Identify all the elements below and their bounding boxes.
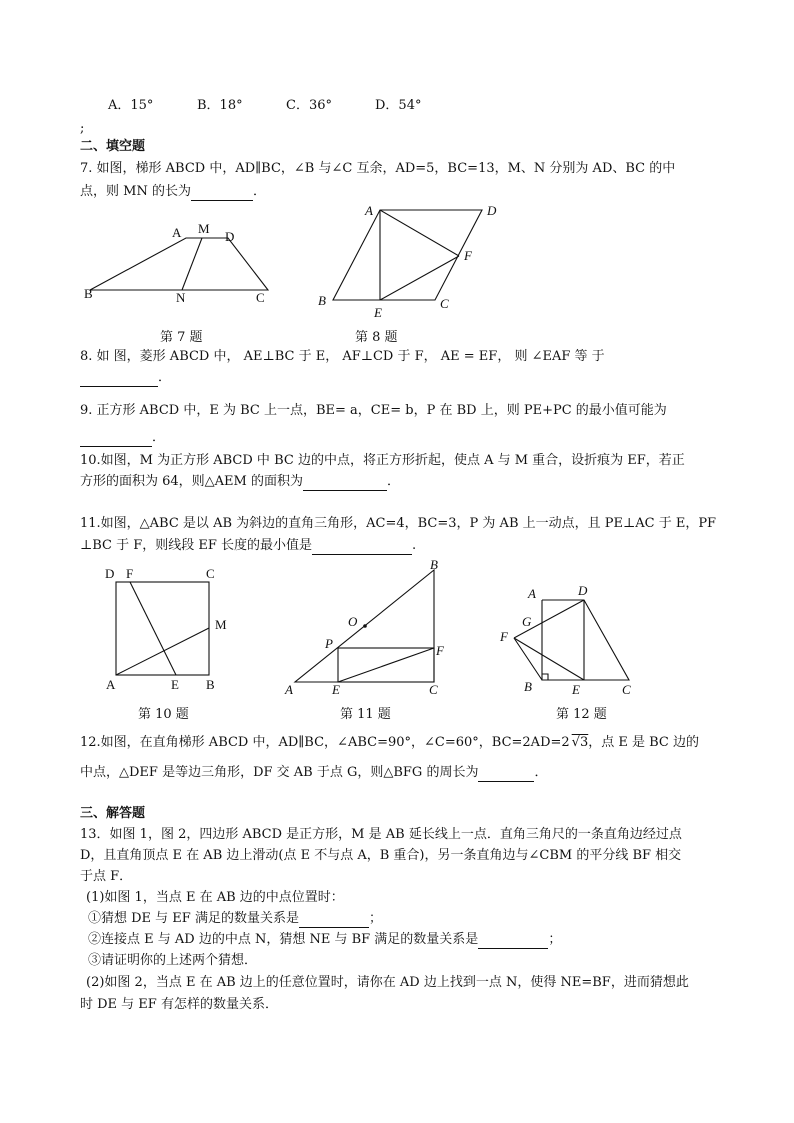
answer-blank[interactable] <box>299 913 369 928</box>
answer-blank[interactable] <box>478 934 548 949</box>
q13-part2-line1: (2)如图 2，当点 E 在 AB 边上的任意位置时，请你在 AD 边上找到一点 N，使得 NE=BF，进而猜想此 <box>86 975 689 990</box>
answer-blank[interactable] <box>80 372 158 387</box>
figure-7 <box>78 218 278 310</box>
caption-fig10: 第 10 题 <box>138 707 189 722</box>
right-trapezoid <box>542 600 629 680</box>
label-d: D <box>105 566 115 581</box>
figure-12 <box>498 578 648 698</box>
label-g: G <box>522 614 532 629</box>
caption-fig12: 第 12 题 <box>556 707 607 722</box>
q13-part2-line2: 时 DE 与 EF 有怎样的数量关系． <box>80 997 278 1012</box>
q9-line1: 9. 正方形 ABCD 中，E 为 BC 上一点，BE= a，CE= b，P 在 BD 上，则 PE+PC 的最小值可能为 <box>80 403 667 418</box>
label-a: A <box>365 203 373 218</box>
label-o: O <box>348 614 358 629</box>
q13-line3: 于点 F． <box>80 869 133 884</box>
q10-line2: 方形的面积为 64，则△AEM 的面积为 ． <box>80 474 401 489</box>
q8-line2: ． <box>80 369 171 387</box>
label-a: A <box>285 682 293 697</box>
label-e: E <box>374 305 382 320</box>
q12-line1: 12.如图，在直角梯形 ABCD 中，AD∥BC，∠ABC=90°，∠C=60°，BC=2AD=2 √3，点 E 是 BC 边的 <box>80 735 699 750</box>
label-b: B <box>84 286 93 301</box>
segment-ef <box>338 648 434 682</box>
square <box>116 582 209 675</box>
option-c: C．36° <box>286 98 332 113</box>
label-n: N <box>176 290 186 305</box>
q10-line1: 10.如图，M 为正方形 ABCD 中 BC 边的中点，将正方形折起，使点 A 与 M 重合，设折痕为 EF，若正 <box>80 453 685 468</box>
label-c: C <box>256 290 265 305</box>
answer-blank[interactable] <box>478 767 534 782</box>
q12-line2: 中点，△DEF 是等边三角形，DF 交 AB 于点 G，则△BFG 的周长为 ． <box>80 765 548 780</box>
label-b: B <box>318 293 326 308</box>
segment-mn <box>182 238 202 290</box>
q9-line2: ． <box>80 429 165 447</box>
label-c: C <box>206 566 215 581</box>
stray-mark: ; <box>80 121 85 136</box>
label-a: A <box>106 677 116 692</box>
q11-line1: 11.如图，△ABC 是以 AB 为斜边的直角三角形，AC=4，BC=3，P 为 AB 上一动点，且 PE⊥AC 于 E，PF <box>80 516 717 531</box>
sqrt-3: √3 <box>571 735 589 750</box>
label-c: C <box>440 296 449 311</box>
label-d: D <box>578 583 588 598</box>
label-b: B <box>430 557 438 572</box>
figure-11 <box>282 556 452 698</box>
label-c: C <box>622 682 631 697</box>
q13-sub2: ②连接点 E 与 AD 边的中点 N，猜想 NE 与 BF 满足的数量关系是 ； <box>88 932 562 947</box>
right-angle-mark <box>542 674 548 680</box>
label-e: E <box>572 682 580 697</box>
label-d: D <box>487 203 497 218</box>
answer-blank[interactable] <box>191 186 253 201</box>
q13-sub1: ①猜想 DE 与 EF 满足的数量关系是 ； <box>88 911 382 926</box>
label-f: F <box>500 629 508 644</box>
label-p: P <box>325 636 333 651</box>
label-a: A <box>528 586 536 601</box>
option-d: D．54° <box>375 98 422 113</box>
segment-fb <box>514 638 542 680</box>
label-b: B <box>206 677 215 692</box>
q7-line2: 点，则 MN 的长为 ． <box>80 184 266 199</box>
label-d: D <box>225 229 235 244</box>
label-f: F <box>126 566 134 581</box>
section-fill-in: 二、填空题 <box>80 139 146 154</box>
q7-line1: 7. 如图，梯形 ABCD 中，AD∥BC，∠B 与∠C 互余，AD=5，BC=13，M、N 分别为 AD、BC 的中 <box>80 161 676 176</box>
segment-am <box>116 628 209 675</box>
segment-fe <box>514 638 584 680</box>
label-c: C <box>429 682 438 697</box>
q13-line1: 13．如图 1，图 2，四边形 ABCD 是正方形，M 是 AB 延长线上一点．直角三角尺的一条直角边经过点 <box>80 827 682 842</box>
label-f: F <box>464 248 472 263</box>
answer-blank[interactable] <box>80 432 152 447</box>
q13-sub3: ③请证明你的上述两个猜想． <box>88 953 258 968</box>
label-a: A <box>172 225 182 240</box>
caption-fig8: 第 8 题 <box>355 330 398 345</box>
caption-fig11: 第 11 题 <box>340 707 391 722</box>
option-a: A．15° <box>108 98 154 113</box>
rhombus <box>333 210 482 300</box>
label-b: B <box>524 679 532 694</box>
segment-af <box>380 210 459 256</box>
q11-line2: ⊥BC 于 F，则线段 EF 长度的最小值是 . <box>80 538 417 553</box>
caption-fig7: 第 7 题 <box>160 330 203 345</box>
figure-10 <box>98 562 238 696</box>
q13-part1: (1)如图 1，当点 E 在 AB 边的中点位置时： <box>86 890 344 905</box>
answer-blank[interactable] <box>303 476 387 491</box>
point-o <box>363 624 367 628</box>
segment-ef <box>380 256 459 300</box>
option-b: B．18° <box>197 98 243 113</box>
trapezoid <box>90 238 268 290</box>
section-solutions: 三、解答题 <box>80 806 146 821</box>
answer-blank[interactable] <box>312 540 412 555</box>
figure-8 <box>314 200 514 324</box>
label-e: E <box>332 682 340 697</box>
label-m: M <box>215 617 227 632</box>
q13-line2: D，且直角顶点 E 在 AB 边上滑动(点 E 不与点 A，B 重合)，另一条直角边与∠CBM 的平分线 BF 相交 <box>80 848 682 863</box>
label-f: F <box>436 643 444 658</box>
label-m: M <box>198 221 210 236</box>
crease-ef <box>130 582 176 675</box>
q8-line1: 8. 如 图，菱形 ABCD 中， AE⊥BC 于 E， AF⊥CD 于 F， AE = EF， 则 ∠EAF 等 于 <box>80 349 605 364</box>
label-e: E <box>171 677 179 692</box>
